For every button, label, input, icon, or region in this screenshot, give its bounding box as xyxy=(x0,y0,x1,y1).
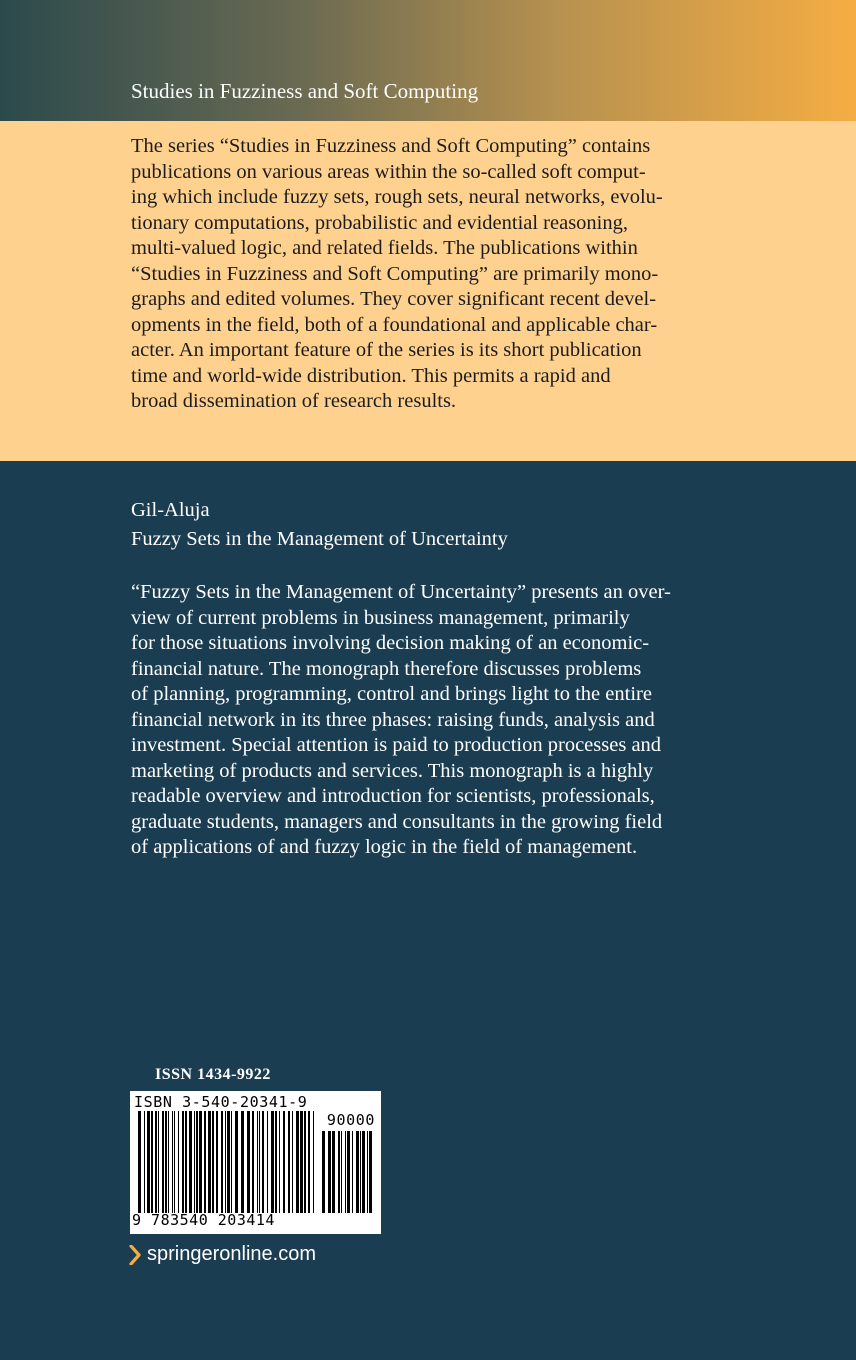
barcode-bar xyxy=(283,1111,285,1213)
series-description-line: broad dissemination of research results. xyxy=(131,390,457,412)
book-description-line: graduate students, managers and consultants in the growing field xyxy=(131,810,663,833)
series-description-line: graphs and edited volumes. They cover significant recent devel- xyxy=(131,288,657,310)
barcode-bar xyxy=(288,1111,290,1213)
barcode-bar xyxy=(308,1111,310,1213)
barcode-bar xyxy=(225,1111,226,1213)
barcode-bar xyxy=(347,1131,350,1213)
barcode-bar xyxy=(296,1111,299,1213)
barcode-main-bars xyxy=(138,1111,318,1213)
barcode-bar xyxy=(369,1131,372,1213)
series-description-line: opments in the field, both of a foundational and applicable char- xyxy=(131,313,658,336)
barcode-bar xyxy=(194,1111,195,1213)
ean-digits: 9 783540 203414 xyxy=(132,1211,275,1229)
barcode-bar xyxy=(367,1131,368,1213)
barcode-bar xyxy=(144,1111,145,1213)
barcode-bar xyxy=(165,1111,167,1213)
barcode-bar xyxy=(221,1111,223,1213)
barcode-bar xyxy=(259,1111,260,1213)
barcode-bar xyxy=(262,1111,264,1213)
barcode-bar xyxy=(267,1111,268,1213)
series-description-line: tionary computations, probabilistic and evidential reasoning, xyxy=(131,211,629,234)
book-author: Gil-Aluja xyxy=(131,499,210,521)
book-description-line: for those situations involving decision making of an economic- xyxy=(131,632,650,654)
barcode-bar xyxy=(158,1111,159,1213)
series-description-line: multi-valued logic, and related fields. The publications within xyxy=(131,237,638,259)
barcode-bar xyxy=(292,1111,293,1213)
barcode-bar xyxy=(271,1111,274,1213)
barcode-bar xyxy=(212,1111,214,1213)
chevron-right-icon xyxy=(129,1245,141,1265)
series-title: Studies in Fuzziness and Soft Computing xyxy=(131,79,479,103)
series-description-line: time and world-wide distribution. This permits a rapid and xyxy=(131,364,611,387)
barcode-bar xyxy=(341,1131,342,1213)
barcode-addon-digits: 90000 xyxy=(326,1111,375,1129)
barcode-bar xyxy=(247,1111,250,1213)
website-text: springeronline.com xyxy=(147,1243,316,1265)
barcode-bar xyxy=(196,1111,198,1213)
barcode-bar xyxy=(227,1111,230,1213)
barcode-bar xyxy=(162,1111,164,1213)
book-description xyxy=(131,580,731,861)
barcode-bar xyxy=(360,1131,361,1213)
barcode-bar xyxy=(189,1111,192,1213)
book-description-line: “Fuzzy Sets in the Management of Uncertainty” presents an over- xyxy=(131,581,671,603)
barcode-bar xyxy=(168,1111,169,1213)
barcode-bar xyxy=(151,1111,153,1213)
barcode-bar xyxy=(328,1131,331,1213)
barcode-bar xyxy=(338,1131,340,1213)
barcode-bar xyxy=(241,1111,244,1213)
barcode-bar xyxy=(356,1131,359,1213)
barcode-bar xyxy=(208,1111,211,1213)
barcode-bar xyxy=(172,1111,173,1213)
book-description-line: marketing of products and services. This monograph is a highly xyxy=(131,759,654,782)
barcode-bar xyxy=(313,1111,314,1213)
book-description-line: financial nature. The monograph therefore discusses problems xyxy=(131,657,642,680)
series-description-line: ing which include fuzzy sets, rough sets, neural networks, evolu- xyxy=(131,186,663,208)
barcode-bar xyxy=(147,1111,150,1213)
series-description xyxy=(131,134,731,415)
barcode-bar xyxy=(332,1131,335,1213)
isbn-label: ISBN 3-540-20341-9 xyxy=(134,1093,308,1111)
book-description-line: readable overview and introduction for scientists, professionals, xyxy=(131,785,655,807)
barcode xyxy=(130,1091,381,1234)
barcode-bar xyxy=(204,1111,206,1213)
barcode-bar xyxy=(275,1111,277,1213)
barcode-bar xyxy=(345,1131,346,1213)
barcode-bar xyxy=(199,1111,202,1213)
series-description-line: “Studies in Fuzziness and Soft Computing” are primarily mono- xyxy=(131,262,659,285)
book-description-line: of applications of and fuzzy logic in the field of management. xyxy=(131,836,638,858)
book-description-line: view of current problems in business management, primarily xyxy=(131,606,630,629)
barcode-bar xyxy=(182,1111,184,1213)
barcode-bar xyxy=(235,1111,238,1213)
book-description-line: investment. Special attention is paid to production processes and xyxy=(131,734,662,756)
barcode-bar xyxy=(322,1131,325,1213)
barcode-bar xyxy=(279,1111,280,1213)
issn-label: ISSN 1434-9922 xyxy=(155,1066,271,1083)
barcode-bar xyxy=(304,1111,306,1213)
series-description-line: The series “Studies in Fuzziness and Soft Computing” contains xyxy=(131,135,651,157)
barcode-bar xyxy=(300,1111,303,1213)
barcode-addon-bars xyxy=(322,1131,376,1213)
barcode-bar xyxy=(138,1111,141,1213)
book-description-line: of planning, programming, control and brings light to the entire xyxy=(131,683,652,705)
barcode-bar xyxy=(216,1111,218,1213)
barcode-bar xyxy=(185,1111,187,1213)
publisher-website xyxy=(129,1243,316,1266)
barcode-bar xyxy=(362,1131,365,1213)
barcode-bar xyxy=(252,1111,254,1213)
barcode-bar xyxy=(155,1111,157,1213)
series-description-line: acter. An important feature of the series is its short publication xyxy=(131,339,642,361)
barcode-bar xyxy=(352,1131,353,1213)
book-description-line: financial network in its three phases: raising funds, analysis and xyxy=(131,708,655,731)
barcode-bar xyxy=(231,1111,232,1213)
barcode-bar xyxy=(178,1111,179,1213)
series-description-line: publications on various areas within the so-called soft comput- xyxy=(131,160,646,183)
barcode-bar xyxy=(174,1111,175,1213)
book-title: Fuzzy Sets in the Management of Uncertainty xyxy=(131,528,508,550)
barcode-bar xyxy=(257,1111,258,1213)
